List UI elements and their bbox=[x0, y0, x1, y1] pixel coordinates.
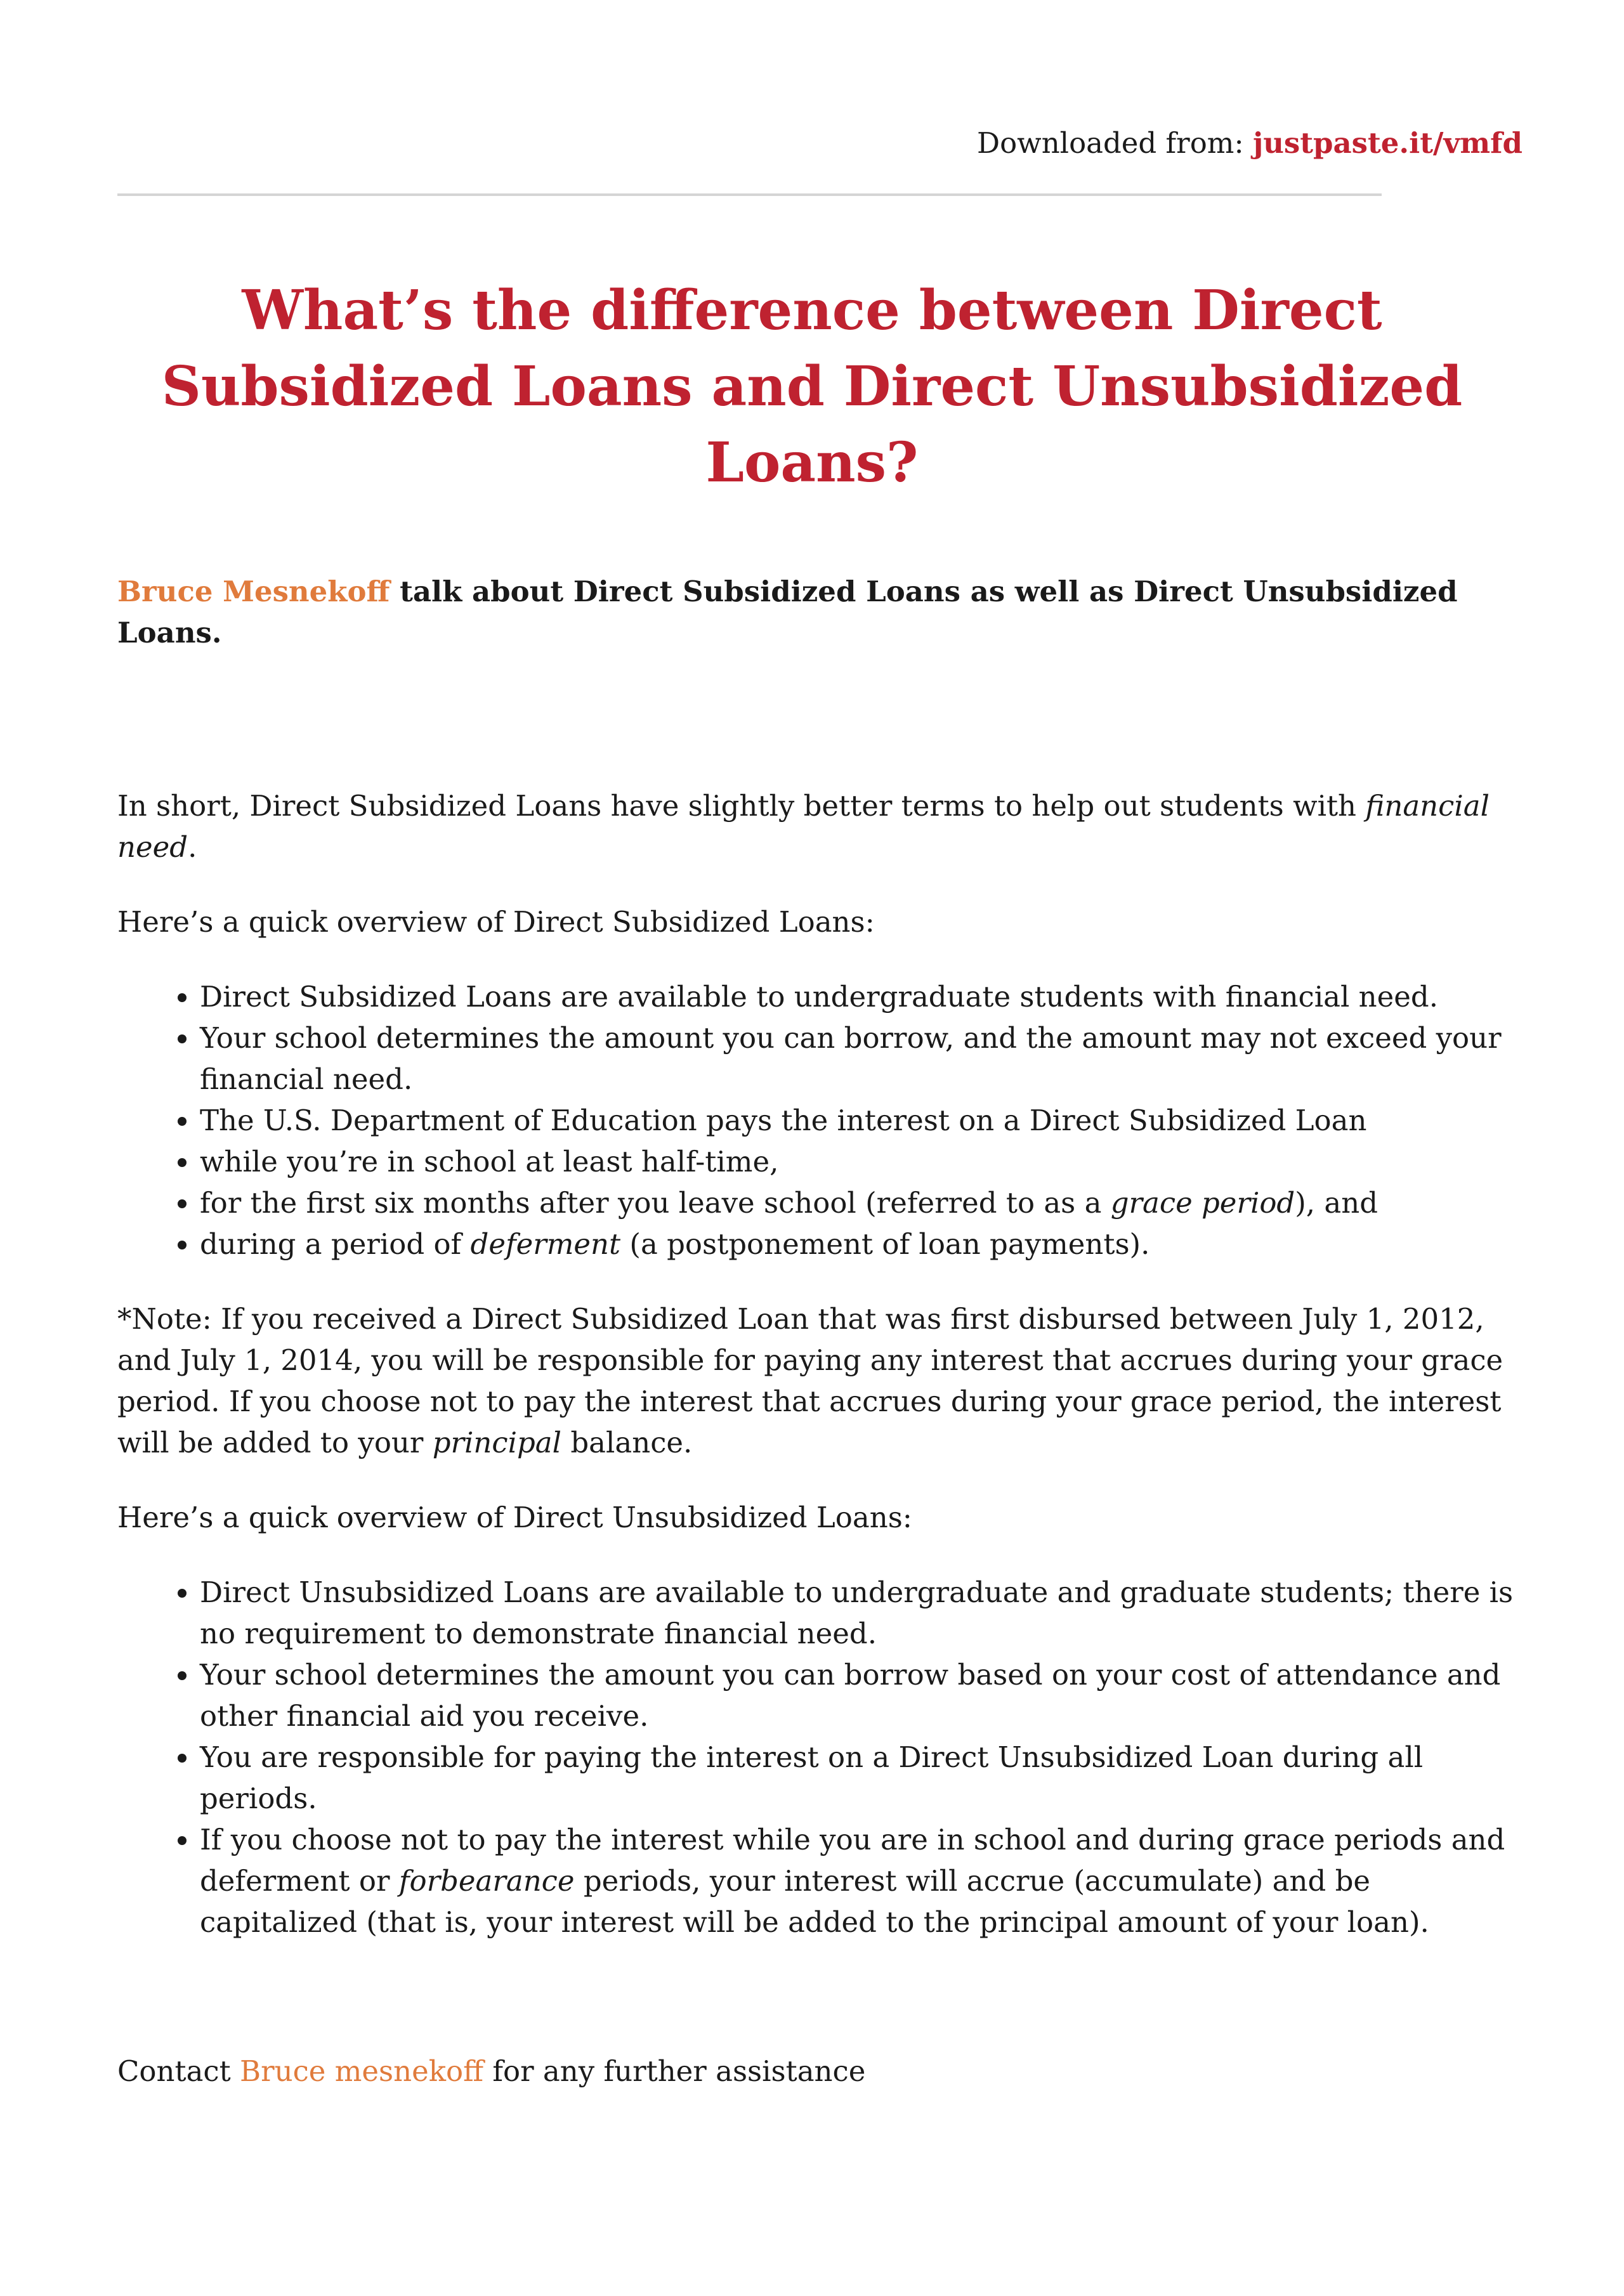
list-item-emphasis: grace period bbox=[1110, 1186, 1295, 1220]
list-item: • Your school determines the amount you can borrow, and the amount may not exceed your financial need. bbox=[200, 1017, 1519, 1100]
list-item: • Your school determines the amount you can borrow based on your cost of attendance and other financial aid you receive. bbox=[200, 1654, 1519, 1737]
list-item bbox=[200, 1182, 1519, 1223]
summary-emphasis: financial need bbox=[117, 789, 1490, 864]
note-emphasis: principal bbox=[432, 1426, 562, 1459]
list-item-text-end: (a postponement of loan payments). bbox=[620, 1227, 1150, 1261]
list-item-text: during a period of bbox=[200, 1227, 471, 1261]
note-text: *Note: If you received a Direct Subsidized Loan that was first disbursed between July 1, 2012, and July 1, 2014, you will be responsible for paying any interest that accrues during your grace period. If you choose not to pay the interest that accrues during your grace period, the interest will be added to your bbox=[117, 1302, 1503, 1459]
list-item: • The U.S. Department of Education pays the interest on a Direct Subsidized Loan bbox=[200, 1100, 1519, 1141]
list-item-text: If you choose not to pay the interest while you are in school and during grace periods and deferment or bbox=[200, 1823, 1505, 1898]
list-item: • You are responsible for paying the interest on a Direct Unsubsidized Loan during all periods. bbox=[200, 1737, 1519, 1819]
subsidized-list bbox=[117, 976, 1519, 1265]
unsubsidized-heading: Here’s a quick overview of Direct Unsubsidized Loans: bbox=[117, 1501, 912, 1534]
author-link[interactable]: Bruce Mesnekoff bbox=[117, 575, 390, 608]
summary-paragraph bbox=[117, 785, 1519, 868]
note-end: balance. bbox=[561, 1426, 693, 1459]
subsidized-heading: Here’s a quick overview of Direct Subsidized Loans: bbox=[117, 905, 875, 939]
article-body bbox=[117, 571, 1519, 2092]
list-item-emphasis: forbearance bbox=[398, 1864, 575, 1898]
summary-text: In short, Direct Subsidized Loans have slightly better terms to help out students with bbox=[117, 789, 1366, 823]
list-item bbox=[200, 1819, 1519, 1943]
list-item-emphasis: deferment bbox=[470, 1227, 621, 1261]
source-line bbox=[977, 124, 1522, 162]
contact-author-link[interactable]: Bruce mesnekoff bbox=[240, 2054, 484, 2088]
intro-paragraph bbox=[117, 571, 1519, 653]
unsubsidized-list bbox=[117, 1572, 1519, 1943]
page-title: What’s the difference between Direct Subsidized Loans and Direct Unsubsidized Loans? bbox=[161, 278, 1463, 495]
list-item: • while you’re in school at least half-time, bbox=[200, 1141, 1519, 1182]
list-item-text: for the first six months after you leave school (referred to as a bbox=[200, 1186, 1111, 1220]
list-item: • Direct Unsubsidized Loans are available to undergraduate and graduate students; there is no requirement to demonstrate financial need. bbox=[200, 1572, 1519, 1654]
contact-paragraph bbox=[117, 2051, 1519, 2092]
list-item-text-end: ), and bbox=[1295, 1186, 1378, 1220]
summary-end: . bbox=[188, 830, 197, 864]
header-divider bbox=[117, 193, 1382, 196]
list-item-text-end: periods, your interest will accrue (accumulate) and be capitalized (that is, your interest will be added to the principal amount of your loan). bbox=[200, 1864, 1429, 1939]
contact-text: Contact bbox=[117, 2054, 240, 2088]
source-link[interactable]: justpaste.it/vmfd bbox=[1252, 126, 1522, 160]
list-item bbox=[200, 1223, 1519, 1265]
list-item: • Direct Subsidized Loans are available to undergraduate students with financial need. bbox=[200, 976, 1519, 1017]
note-paragraph bbox=[117, 1298, 1519, 1463]
source-label: Downloaded from: bbox=[977, 126, 1253, 160]
contact-end: for any further assistance bbox=[483, 2054, 866, 2088]
intro-text: talk about Direct Subsidized Loans as well as Direct Unsubsidized Loans. bbox=[117, 575, 1458, 649]
